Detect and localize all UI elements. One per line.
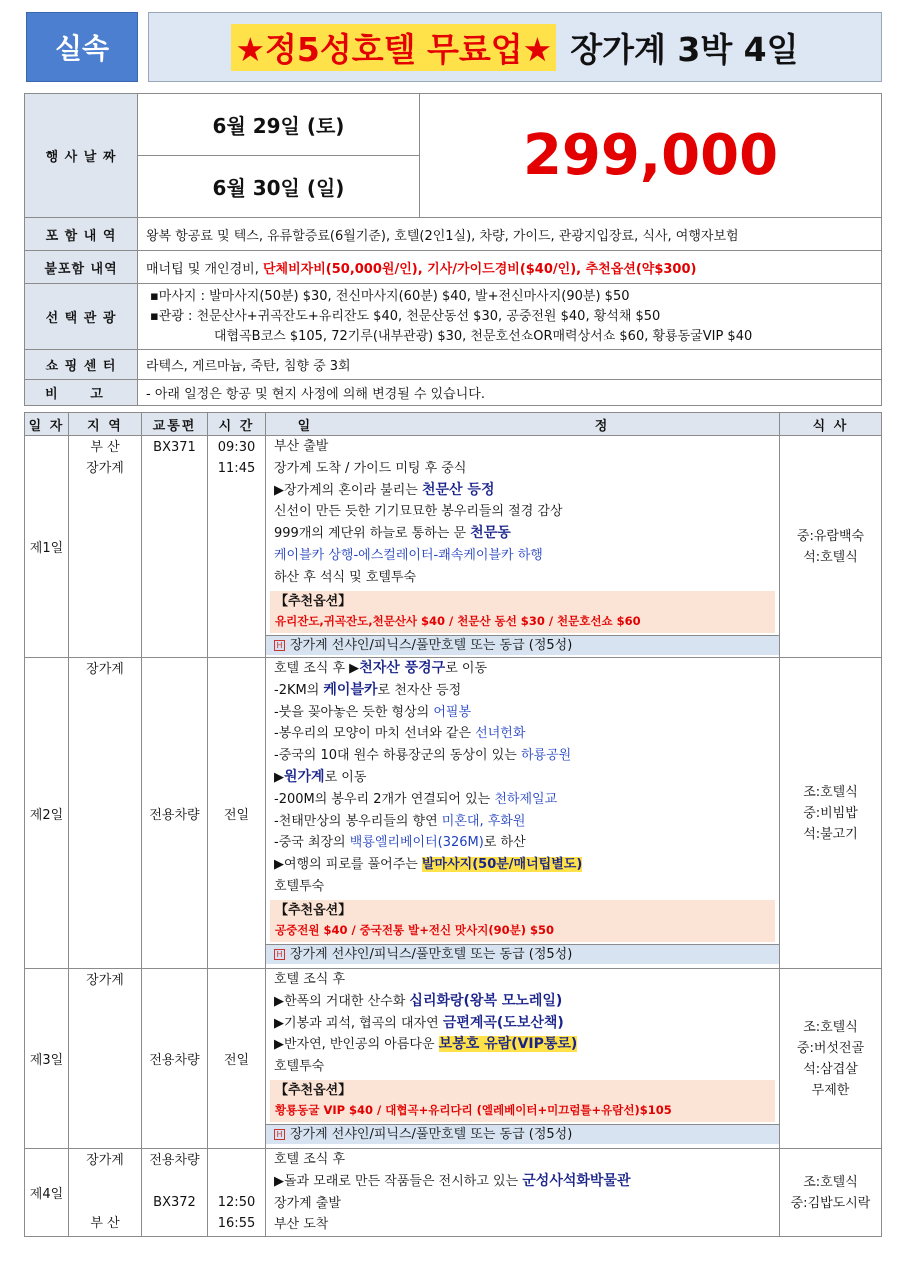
- region-cell: [69, 1149, 142, 1237]
- col-day: 일 자: [25, 413, 69, 436]
- itinerary-line: -2KM의 케이블카로 천자산 등정: [274, 681, 462, 698]
- itinerary-line: 호텔투숙: [274, 878, 325, 894]
- option-text: 황룡동굴 VIP $40 / 대협곡+유리다리 (엘레베이터+미끄럼틀+유람선)$105: [275, 1102, 672, 1117]
- day-number: 제1일: [25, 436, 69, 658]
- departure-date-1: 6월 29일 (토): [138, 94, 420, 156]
- meal: 중:버섯전골: [796, 1040, 865, 1056]
- highlight-place: 천문동: [470, 525, 511, 542]
- itinerary-line: -붓을 꽂아놓은 듯한 형상의 어필봉: [274, 704, 472, 720]
- time: 09:30: [217, 440, 256, 455]
- itinerary-cell: [266, 436, 780, 658]
- day-number: 제4일: [25, 1149, 69, 1237]
- optional-sightseeing: ▪관광 : 천문산사+귀곡잔도+유리잔도 $40, 천문산동선 $30, 공중전원 $40, 황석채 $50: [150, 308, 661, 324]
- time: 11:45: [217, 461, 256, 476]
- excluded-text: 매너팁 및 개인경비,: [146, 261, 263, 277]
- hotel-row: H 장가계 선샤인/피닉스/풀만호텔 또는 동급 (정5성): [266, 635, 779, 655]
- itinerary-line: ▶여행의 피로를 풀어주는 발마사지(50분/매너팁별도): [274, 857, 583, 873]
- region-cell: [69, 658, 142, 969]
- itinerary-line: ▶한폭의 거대한 산수화 십리화랑(왕복 모노레일): [274, 992, 563, 1009]
- col-itinerary: 일 정: [266, 413, 780, 436]
- recommended-option: [270, 591, 775, 633]
- itinerary-cell: [266, 1149, 780, 1237]
- meal: 석:호텔식: [803, 549, 858, 565]
- recommended-option: [270, 900, 775, 942]
- itinerary-line: ▶돌과 모래로 만든 작품들은 전시하고 있는 군성사석화박물관: [274, 1172, 631, 1189]
- shopping-label: 쇼 핑 센 터: [25, 350, 138, 380]
- option-title: 【추천옵션】: [275, 902, 352, 918]
- title-highlight: ★정5성호텔 무료업★: [231, 24, 556, 71]
- meal-cell: [780, 658, 882, 969]
- itinerary-cell: [266, 969, 780, 1149]
- note-text: - 아래 일정은 항공 및 현지 사정에 의해 변경될 수 있습니다.: [138, 380, 882, 406]
- meal-cell: [780, 436, 882, 658]
- col-meals: 식 사: [780, 413, 882, 436]
- option-text: 공중전원 $40 / 중국전통 발+전신 맛사지(90분) $50: [275, 922, 555, 937]
- transport-cell: 전용차량: [142, 969, 208, 1149]
- included-text: 왕복 항공료 및 텍스, 유류할증료(6월기준), 호텔(2인1실), 차량, 가이드, 관광지입장료, 식사, 여행자보험: [138, 218, 882, 251]
- transport: 전용차량: [149, 1153, 200, 1168]
- itinerary-line: -중국 최장의 백룡엘리베이터(326M)로 하산: [274, 835, 526, 851]
- schedule-table: [24, 412, 882, 1237]
- optional-label: 선 택 관 광: [25, 284, 138, 350]
- transport-cell: 전용차량: [142, 658, 208, 969]
- region: 장가계: [86, 461, 124, 476]
- excluded-cell: [138, 251, 882, 284]
- region: 장가계: [86, 973, 124, 988]
- included-label: 포 함 내 역: [25, 218, 138, 251]
- excluded-extra-costs: 단체비자비(50,000원/인), 기사/가이드경비($40/인), 추천옵션(약$300): [263, 261, 697, 277]
- itinerary-line: -봉우리의 모양이 마치 선녀와 같은 선녀헌화: [274, 726, 526, 742]
- highlight-place: 천문산 등정: [421, 481, 495, 498]
- hotel-row: H 장가계 선샤인/피닉스/풀만호텔 또는 동급 (정5성): [266, 1124, 779, 1144]
- excluded-label: 불포함 내역: [25, 251, 138, 284]
- optional-sightseeing-cont: 대협곡B코스 $105, 72기루(내부관광) $30, 천문호선쇼OR매력상서쇼 $60, 황룡동굴VIP $40: [214, 328, 753, 344]
- hotel-row: H 장가계 선샤인/피닉스/풀만호텔 또는 동급 (정5성): [266, 944, 779, 964]
- col-time: 시 간: [208, 413, 266, 436]
- itinerary-line: ▶원가계로 이동: [274, 768, 367, 785]
- meal: 중:유람백숙: [796, 528, 865, 544]
- table-row: [25, 1149, 882, 1237]
- departure-date-2: 6월 30일 (일): [138, 156, 420, 218]
- time: 16:55: [217, 1216, 256, 1231]
- category-badge: 실속: [26, 12, 138, 82]
- meal: 조:호텔식: [803, 1019, 858, 1035]
- itinerary-line: -천태만상의 봉우리들의 향연 미혼대, 후화원: [274, 813, 526, 829]
- time: 12:50: [217, 1195, 256, 1210]
- itinerary-line: ▶장가계의 혼이라 불리는 천문산 등정: [274, 481, 495, 498]
- flight: BX372: [153, 1195, 196, 1210]
- table-row: [25, 969, 882, 1149]
- itinerary-line: -200M의 봉우리 2개가 연결되어 있는 천하제일교: [274, 791, 558, 807]
- meal: 중:비빔밥: [803, 805, 858, 821]
- itinerary-line: 장가계 출발: [274, 1195, 341, 1211]
- region-cell: [69, 436, 142, 658]
- itinerary-line: 장가계 도착 / 가이드 미팅 후 중식: [274, 460, 467, 476]
- table-row: [25, 658, 882, 969]
- itinerary-line: 호텔 조식 후: [274, 1152, 346, 1167]
- meal: 조:호텔식: [803, 1174, 858, 1190]
- meal: 석:불고기: [803, 826, 858, 842]
- region-cell: [69, 969, 142, 1149]
- info-table: [24, 93, 882, 406]
- meal: 무제한: [811, 1082, 850, 1098]
- transport-cell: [142, 1149, 208, 1237]
- meal-cell: [780, 1149, 882, 1237]
- time-cell: 전일: [208, 969, 266, 1149]
- option-text: 유리잔도,귀곡잔도,천문산사 $40 / 천문산 동선 $30 / 천문호선쇼 $60: [275, 613, 641, 628]
- hotel-icon: H: [274, 949, 285, 960]
- region: 장가계: [86, 1153, 124, 1168]
- hotel-icon: H: [274, 640, 285, 651]
- title-trip: 장가계 3박 4일: [570, 29, 799, 69]
- itinerary-line: 케이블카 상행-에스컬레이터-쾌속케이블카 하행: [274, 547, 543, 563]
- time-cell: 전일: [208, 658, 266, 969]
- page-title: [148, 12, 882, 82]
- transport-cell: [142, 436, 208, 658]
- itinerary-line: 하산 후 석식 및 호텔투숙: [274, 569, 417, 585]
- hotel-icon: H: [274, 1129, 285, 1140]
- flight: BX371: [153, 440, 196, 455]
- shopping-text: 라텍스, 게르마늄, 죽탄, 침향 중 3회: [138, 350, 882, 380]
- region: 부 산: [90, 1216, 120, 1231]
- optional-tours: [138, 284, 882, 350]
- itinerary-line: ▶반자연, 반인공의 아름다운 보봉호 유람(VIP통로): [274, 1036, 578, 1053]
- table-row: [25, 436, 882, 658]
- region: 장가계: [86, 662, 124, 677]
- meal: 석:삼겹살: [803, 1061, 858, 1077]
- meal: 중:김밥도시락: [790, 1195, 871, 1211]
- day-number: 제2일: [25, 658, 69, 969]
- itinerary-line: ▶기봉과 괴석, 협곡의 대자연 금편계곡(도보산책): [274, 1014, 564, 1031]
- itinerary-line: 호텔 조식 후 ▶천자산 풍경구로 이동: [274, 660, 488, 676]
- date-label: 행 사 날 짜: [25, 94, 138, 218]
- itinerary-line: 신선이 만든 듯한 기기묘묘한 봉우리들의 절경 감상: [274, 504, 563, 520]
- recommended-option: [270, 1080, 775, 1122]
- col-transport: 교통편: [142, 413, 208, 436]
- day-number: 제3일: [25, 969, 69, 1149]
- itinerary-line: 999개의 계단위 하늘로 통하는 문 천문동: [274, 525, 511, 542]
- time-cell: [208, 1149, 266, 1237]
- optional-massage: ▪마사지 : 발마사지(50분) $30, 전신마사지(60분) $40, 발+전신마사지(90분) $50: [150, 288, 630, 304]
- itinerary-line: 호텔투숙: [274, 1059, 325, 1075]
- time-cell: [208, 436, 266, 658]
- itinerary-cell: [266, 658, 780, 969]
- itinerary-line: 호텔 조식 후: [274, 972, 346, 987]
- meal: 조:호텔식: [803, 784, 858, 800]
- note-label: 비 고: [25, 380, 138, 406]
- option-title: 【추천옵션】: [275, 1082, 352, 1098]
- col-region: 지 역: [69, 413, 142, 436]
- price: 299,000: [420, 94, 882, 218]
- meal-cell: [780, 969, 882, 1149]
- itinerary-line: 부산 도착: [274, 1217, 329, 1233]
- option-title: 【추천옵션】: [275, 593, 352, 609]
- region: 부 산: [90, 440, 120, 455]
- itinerary-line: -중국의 10대 원수 하룡장군의 동상이 있는 하룡공원: [274, 748, 572, 764]
- itinerary-line: 부산 출발: [274, 439, 329, 454]
